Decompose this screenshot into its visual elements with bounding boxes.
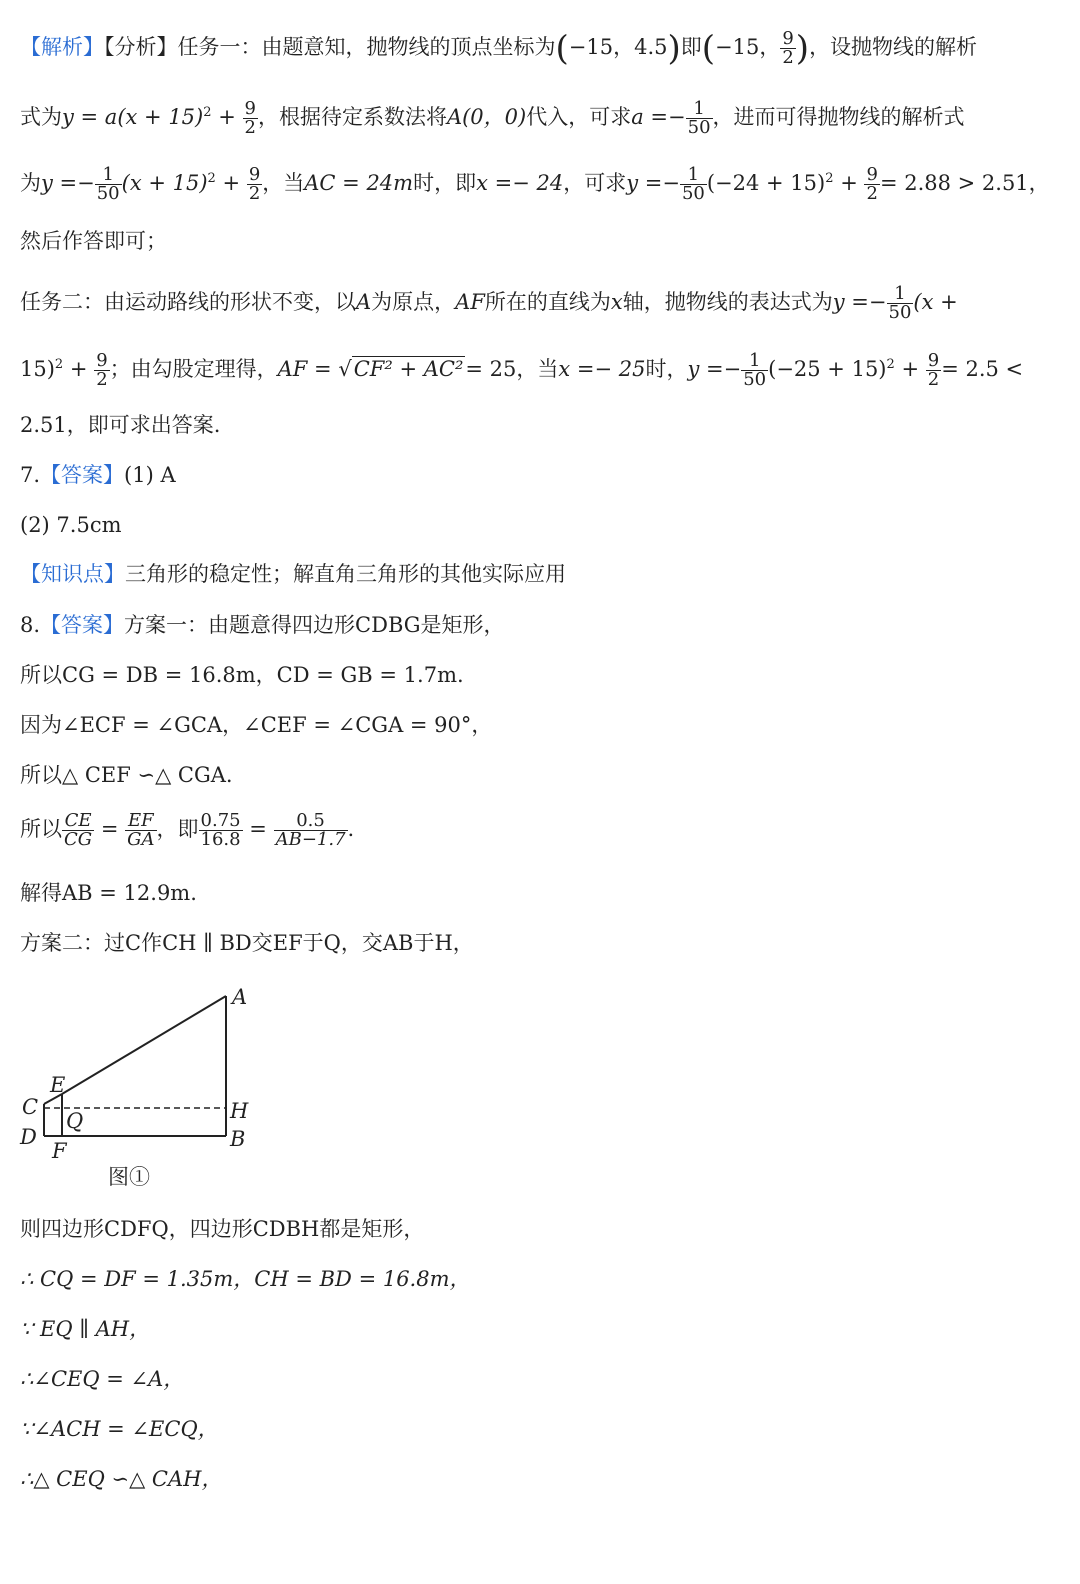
analysis-line-6: 15)$^2$ + $\frac{9}{2}$ ；由勾股定理得，AF = √CF² + AC²= 25，当x =− 25时，y =− $\frac{1}{50}$ $(-25 + 15)^2$ + $\frac{9}{2}$ = 2.5 < [20,350,1024,390]
den: 2 [866,183,878,204]
analysis-line-5 [20,285,958,322]
num: 9 [866,164,878,185]
den: 2 [782,47,794,68]
fraction-1-50 [741,352,768,389]
knowledge-text: 三角形的稳定性；解直角三角形的其他实际应用 [125,562,566,586]
exponent: 2 [825,171,834,186]
num: 9 [248,164,261,185]
fraction-9-2 [94,352,109,389]
q8-line-2: 所以CG = DB = 16.8m，CD = GB = 1.7m. [20,663,464,687]
text: 即 [680,35,702,59]
label-E: E [50,1073,66,1097]
expr: (x + 15) [121,171,208,195]
num: 0.5 [274,812,348,831]
q7-knowledge [20,563,566,586]
text: 式为 [20,105,62,129]
q7-answer [20,464,176,487]
den: 2 [96,369,108,390]
analysis-tag: 【解析】 [20,35,104,59]
den: 50 [687,117,711,138]
plus: + [218,105,236,129]
den: 2 [927,369,940,390]
exponent: 2 [54,357,64,372]
plus: + [901,357,920,381]
vertex-coords-2: −15， [715,35,781,59]
text: = 2.88 > 2.51， [879,171,1050,195]
answer-tag: 【答案】 [40,463,125,487]
num: CE [62,812,94,831]
text: ；由勾股定理得， [109,357,278,381]
num: 9 [244,98,256,119]
q7-answer-2 [20,514,122,537]
num: EF [125,812,156,831]
q8-line-1 [20,614,505,637]
label-H: H [230,1099,249,1123]
den: 50 [681,183,705,204]
q8-line-4: 所以△ CEF ∽△ CGA. [20,763,233,787]
label-Q: Q [66,1109,84,1133]
q8-line-5: 所以 $\frac{CE}{CG}$ = $\frac{EF}{GA}$ ，即 $\frac{0.75}{16.8}$ = $\frac{0.5}{AB-1.7}$ . [20,810,355,850]
x-eq: x =− 24 [476,171,564,195]
fraction-9-2 [243,100,258,137]
text: 代入，可求 [526,105,632,129]
analysis-line-2 [20,100,965,137]
fraction-1-50 [95,166,122,203]
y-eq: y =− [687,357,742,381]
text: 方案一：由题意得四边形CDBG是矩形， [124,613,505,637]
answer-tag: 【答案】 [40,613,125,637]
expr: (−25 + 15) [768,357,887,381]
label-D: D [20,1125,37,1149]
y-eq: y =− [626,171,680,195]
fraction-9-2 [926,352,941,389]
af-eq: AF = [277,357,332,381]
y-eq: y =− [41,171,95,195]
q8-line-10: ∵ EQ ∥ AH， [20,1317,151,1341]
text: 为原点， [371,290,456,314]
den: 2 [248,183,261,204]
text: 时，即 [413,171,477,195]
q8-line-8: 则四边形CDFQ，四边形CDBH都是矩形， [20,1217,425,1241]
line-ea [62,996,226,1094]
text: = 25，当 [465,357,559,381]
equals: = [100,817,119,841]
paren: ( [555,28,569,69]
q8-line-3: 因为∠ECF = ∠GCA，∠CEF = ∠CGA = 90°， [20,713,493,737]
den: 50 [743,369,767,390]
analysis-subtag: 【分析】 [104,35,178,59]
fraction-1-50 [680,166,707,203]
q8-line-7: 方案二：过C作CH ∥ BD交EF于Q，交AB于H， [20,931,474,955]
den: 50 [888,302,912,323]
den: 16.8 [200,829,241,850]
analysis-line-1 [20,30,977,67]
num: 1 [686,100,713,119]
figure-caption: 图① [108,1165,150,1189]
fraction-9-2 [780,30,795,67]
fraction-ce-cg [62,812,94,849]
text: ，根据待定系数法将 [257,105,447,129]
analysis-line-3 [20,166,1050,203]
a-value: a =− [631,105,686,129]
fraction-075-168 [199,812,243,849]
knowledge-tag: 【知识点】 [20,562,125,586]
point-a: A(0，0) [446,105,527,129]
text: 轴，抛物线的表达式为 [622,290,833,314]
expr: (−24 + 15) [706,171,826,195]
label-A: A [232,985,248,1009]
text: ，进而可得抛物线的解析式 [712,105,965,129]
den: CG [64,829,93,850]
exponent: 2 [207,171,216,186]
label-F: F [52,1139,67,1163]
num: 1 [887,285,914,304]
ac-eq: AC = 24m [304,171,414,195]
label-B: B [230,1127,246,1151]
fraction-1-50 [686,100,713,137]
question-number: 8. [20,613,41,637]
den: 50 [96,183,120,204]
text: 任务二：由运动路线的形状不变，以 [20,290,356,314]
text: ，当 [262,171,305,195]
plus: + [840,171,858,195]
expr: (x + [913,290,958,314]
var: x [610,290,623,314]
text: 所以 [20,817,62,841]
plus: + [222,171,241,195]
fraction-1-50 [887,285,914,322]
answer-2: (2) 7.5cm [20,513,122,537]
y-eq: y =− [832,290,887,314]
num: 0.75 [200,810,241,831]
num: 9 [96,350,108,371]
den: AB−1.7 [275,829,346,850]
analysis-line-7: 2.51，即可求出答案. [20,413,221,437]
fraction-9-2 [247,166,262,203]
fraction-05-ab [274,812,348,849]
text: ，设抛物线的解析 [809,35,978,59]
q8-line-11: ∴∠CEQ = ∠A， [20,1367,185,1391]
answer-1: (1) A [124,463,176,487]
q8-line-12: ∵∠ACH = ∠ECQ， [20,1417,219,1441]
equation: y = a(x + 15) [62,105,204,129]
text: = 2.5 < [941,357,1024,381]
text: ，即 [156,817,199,841]
vertex-coords: −15，4.5 [568,35,668,59]
paren: ( [701,28,716,69]
exponent: 2 [203,105,212,120]
text: 为 [20,171,41,195]
num: 1 [95,166,122,185]
text: 任务一：由题意知，抛物线的顶点坐标为 [177,35,556,59]
q8-line-6: 解得AB = 12.9m. [20,881,197,905]
expr: 15) [20,357,55,381]
paren: ) [667,28,681,69]
sqrt-expr: CF² + AC² [353,357,464,381]
plus: + [69,357,88,381]
den: 2 [244,117,256,138]
var: AF [455,290,485,314]
den: GA [127,829,155,850]
exponent: 2 [886,357,895,372]
label-C: C [22,1095,39,1119]
paren: ) [795,28,810,69]
analysis-line-4: 然后作答即可； [20,229,167,253]
geometry-figure [14,982,274,1192]
q8-line-9: ∴ CQ = DF = 1.35m，CH = BD = 16.8m， [20,1267,471,1291]
fraction-ef-ga [125,812,156,849]
text: 时， [645,357,688,381]
x-eq: x =− 25 [558,357,646,381]
num: 1 [680,166,707,185]
var: A [356,290,372,314]
fraction-9-2 [864,166,879,203]
text: 所在的直线为 [484,290,611,314]
q8-line-13: ∴△ CEQ ∽△ CAH， [20,1467,223,1491]
num: 9 [782,28,794,49]
num: 9 [927,350,940,371]
num: 1 [741,352,768,371]
text: ，可求 [563,171,627,195]
question-number: 7. [20,463,41,487]
equals: = [249,817,267,841]
